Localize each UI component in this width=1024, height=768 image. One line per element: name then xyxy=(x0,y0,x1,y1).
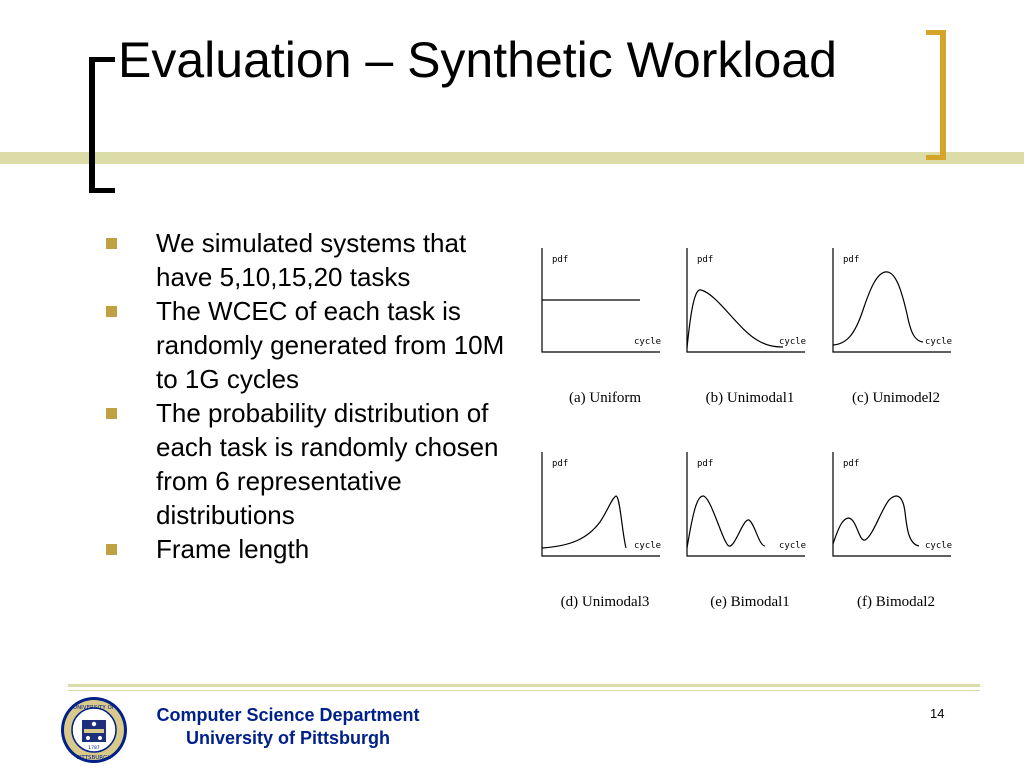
bullet-item xyxy=(100,532,510,566)
distribution-figure xyxy=(520,240,970,620)
y-axis-label: pdf xyxy=(843,255,860,265)
bullet-text: The WCEC of each task is randomly generated from 10M to 1G cycles xyxy=(156,296,505,394)
caption-unimodal1: (b) Unimodal1 xyxy=(705,390,795,406)
y-axis-label: pdf xyxy=(552,459,569,469)
distribution-plots xyxy=(520,240,970,580)
caption-unimodal3: (d) Unimodal3 xyxy=(560,594,650,610)
plot-uniform xyxy=(542,248,661,352)
x-axis-label: cycle xyxy=(925,337,953,347)
caption-unimodel2: (c) Unimodel2 xyxy=(852,390,940,406)
svg-text:UNIVERSITY OF: UNIVERSITY OF xyxy=(73,705,115,711)
x-axis-label: cycle xyxy=(779,541,807,551)
department-name xyxy=(128,704,448,750)
plot-bimodal2 xyxy=(833,452,952,556)
bullet-item xyxy=(100,294,510,396)
plot-curve xyxy=(833,272,923,345)
plot-curve xyxy=(833,496,919,546)
plot-unimodal1 xyxy=(687,248,806,352)
bullet-square-icon xyxy=(106,408,117,419)
plot-curve xyxy=(542,496,626,548)
plot-unimodal3 xyxy=(542,452,661,556)
bullet-square-icon xyxy=(106,238,117,249)
caption-uniform: (a) Uniform xyxy=(568,390,642,406)
plot-bimodal1 xyxy=(687,452,806,556)
x-axis-label: cycle xyxy=(634,337,662,347)
bullet-square-icon xyxy=(106,306,117,317)
y-axis-label: pdf xyxy=(552,255,569,265)
footer-rule-thin xyxy=(68,690,980,691)
x-axis-label: cycle xyxy=(634,541,662,551)
y-axis-label: pdf xyxy=(697,255,714,265)
y-axis-label: pdf xyxy=(843,459,860,469)
university-seal-logo xyxy=(60,696,128,764)
bullet-text: Frame length xyxy=(156,534,310,564)
plot-curve xyxy=(687,290,783,348)
title-band xyxy=(0,152,1024,164)
page-number: 14 xyxy=(930,706,945,721)
bullet-item xyxy=(100,396,510,532)
bullet-list xyxy=(100,226,510,566)
bullet-item xyxy=(100,226,510,294)
caption-bimodal1: (e) Bimodal1 xyxy=(710,594,790,610)
slide-title: Evaluation – Synthetic Workload xyxy=(118,32,837,88)
x-axis-label: cycle xyxy=(925,541,953,551)
bullet-square-icon xyxy=(106,544,117,555)
bullet-text: We simulated systems that have 5,10,15,20 tasks xyxy=(156,228,467,292)
svg-text:PITTSBURGH: PITTSBURGH xyxy=(76,755,112,761)
svg-text:1787: 1787 xyxy=(88,746,100,751)
caption-bimodal2: (f) Bimodal2 xyxy=(857,594,935,610)
department-line: Computer Science Department xyxy=(156,705,420,725)
bullet-text: The probability distribution of each task is randomly chosen from 6 representative distributions xyxy=(156,398,499,530)
x-axis-label: cycle xyxy=(779,337,807,347)
university-line: University of Pittsburgh xyxy=(185,728,391,748)
right-bracket-decoration xyxy=(926,30,946,160)
plot-unimodel2 xyxy=(833,248,952,352)
left-bracket-decoration xyxy=(89,57,115,193)
footer-rule xyxy=(68,684,980,687)
y-axis-label: pdf xyxy=(697,459,714,469)
plot-curve xyxy=(687,496,765,548)
